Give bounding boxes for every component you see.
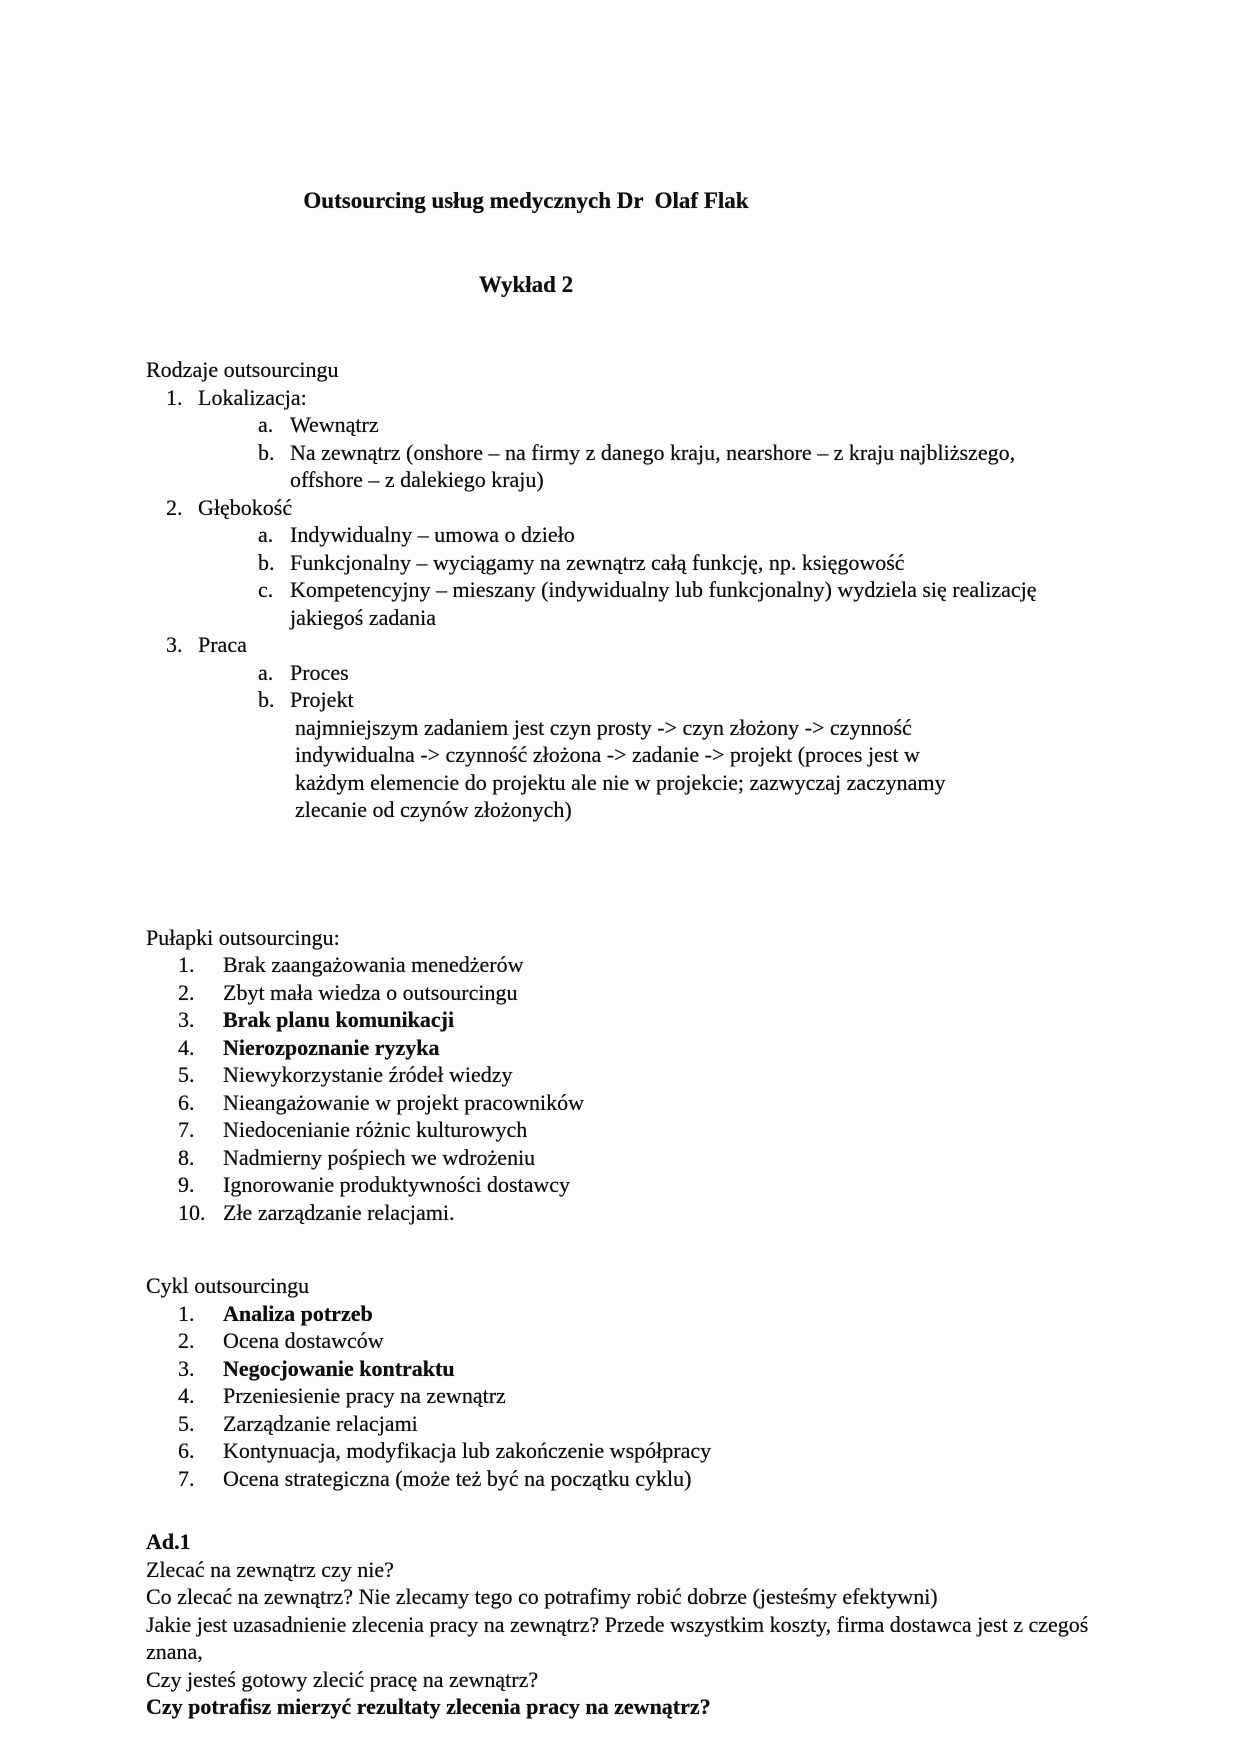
item-text: Zbyt mała wiedza o outsourcingu [223, 979, 518, 1005]
list-item [146, 1171, 1140, 1199]
item-number: 10. [178, 1199, 206, 1225]
item-text: Praca [198, 632, 247, 657]
item-number: 7. [178, 1465, 195, 1491]
item-text: Ignorowanie produktywności dostawcy [223, 1172, 571, 1197]
list-item [146, 439, 1140, 494]
item-number: b. [258, 439, 275, 465]
item-text: Indywidualny – umowa o dzieło [290, 522, 575, 547]
item-number: a. [258, 659, 274, 685]
list-item [146, 979, 1140, 1007]
item-text: Przeniesienie pracy na zewnątrz [223, 1383, 506, 1408]
document-subtitle: Wykład 2 [478, 272, 574, 297]
cykl-list [146, 1300, 1140, 1493]
item-number: 3. [178, 1007, 195, 1032]
list-item [146, 1061, 1140, 1089]
item-text: Kompetencyjny – mieszany (indywidualny lub funkcjonalny) wydziela się realizację jakiegoś zadania [290, 577, 1037, 630]
item-number: 2. [166, 494, 183, 520]
item-text: Negocjowanie kontraktu [223, 1355, 455, 1381]
item-number: 2. [178, 979, 195, 1005]
item-number: 5. [178, 1062, 195, 1087]
rodzaje-list [146, 384, 1140, 824]
list-item [146, 494, 1140, 522]
item-text: Brak zaangażowania menedżerów [223, 952, 524, 977]
list-item [146, 1089, 1140, 1117]
item-text: Lokalizacja: [198, 384, 307, 410]
item-number: 6. [178, 1089, 195, 1115]
list-item [146, 951, 1140, 979]
list-item [146, 549, 1140, 577]
list-item [146, 1300, 1140, 1328]
list-item [146, 1327, 1140, 1355]
list-item [146, 1382, 1140, 1410]
section-heading-pulapki: Pułapki outsourcingu: [146, 924, 340, 950]
ad1-paragraph [146, 1556, 1140, 1721]
item-number: 1. [166, 384, 183, 410]
item-number: a. [258, 522, 274, 547]
section-heading-cykl: Cykl outsourcingu [146, 1273, 310, 1298]
item-text: Kontynuacja, modyfikacja lub zakończenie współpracy [223, 1438, 712, 1463]
list-item [146, 411, 1140, 439]
item-text: Nierozpoznanie ryzyka [223, 1034, 440, 1060]
list-item [146, 1199, 1140, 1227]
paragraph-line: Co zlecać na zewnątrz? Nie zlecamy tego co potrafimy robić dobrze (jesteśmy efektywni) [146, 1584, 938, 1609]
item-number: 3. [178, 1355, 195, 1381]
item-number: 9. [178, 1172, 195, 1197]
paragraph-line: Czy jesteś gotowy zlecić pracę na zewnątrz? [146, 1666, 539, 1692]
item-text: Analiza potrzeb [223, 1300, 373, 1326]
item-number: 6. [178, 1438, 195, 1463]
list-item [146, 1355, 1140, 1383]
list-item [146, 1465, 1140, 1493]
section-heading-ad1: Ad.1 [146, 1529, 191, 1554]
item-text: Niewykorzystanie źródeł wiedzy [223, 1062, 513, 1087]
list-item [146, 1006, 1140, 1034]
section-rodzaje-outsourcingu [146, 356, 1140, 824]
pulapki-list [146, 951, 1140, 1226]
item-text: Nadmierny pośpiech we wdrożeniu [223, 1144, 536, 1170]
document-header [146, 131, 906, 354]
item-number: b. [258, 687, 275, 712]
item-text: Ocena dostawców [223, 1328, 384, 1353]
list-item [146, 686, 1140, 714]
item-text: Brak planu komunikacji [223, 1007, 455, 1032]
list-item [146, 1144, 1140, 1172]
list-item [146, 384, 1140, 412]
item-number: c. [258, 577, 274, 602]
document-title: Outsourcing usług medycznych Dr Olaf Flak [303, 188, 749, 213]
item-number: 2. [178, 1328, 195, 1353]
paragraph-line: Zlecać na zewnątrz czy nie? [146, 1556, 394, 1582]
section-heading-rodzaje: Rodzaje outsourcingu [146, 357, 339, 382]
list-item [146, 576, 1140, 631]
section-pulapki-outsourcingu [146, 924, 1140, 1227]
section-cykl-outsourcingu [146, 1272, 1140, 1492]
item-text: Głębokość [198, 494, 293, 520]
list-item [146, 521, 1140, 549]
item-note-paragraph: najmniejszym zadaniem jest czyn prosty -> czyn złożony -> czynność indywidualna -> czynność złożona -> zadanie -> projekt (proces jest w każdym elemencie do projektu ale nie w projekcie; zazwyczaj zaczynamy zlecanie od czynów złożonych) [295, 714, 946, 822]
list-item [146, 1034, 1140, 1062]
item-text: Na zewnątrz (onshore – na firmy z danego kraju, nearshore – z kraju najbliższego, offshore – z dalekiego kraju) [290, 439, 1016, 492]
list-item [146, 1437, 1140, 1465]
item-number: a. [258, 412, 274, 437]
item-number: 1. [178, 952, 195, 977]
item-text: Proces [290, 659, 349, 685]
item-text: Funkcjonalny – wyciągamy na zewnątrz całą funkcję, np. księgowość [290, 549, 905, 575]
item-number: 7. [178, 1117, 195, 1142]
item-text: Zarządzanie relacjami [223, 1410, 418, 1436]
item-text: Złe zarządzanie relacjami. [223, 1199, 455, 1225]
paragraph-line: Jakie jest uzasadnienie zlecenia pracy na zewnątrz? Przede wszystkim koszty, firma dostawca jest z czegoś znana, [146, 1611, 1089, 1664]
paragraph-line: Czy potrafisz mierzyć rezultaty zlecenia pracy na zewnątrz? [146, 1694, 711, 1719]
item-text: Ocena strategiczna (może też być na początku cyklu) [223, 1465, 692, 1491]
item-text: Niedocenianie różnic kulturowych [223, 1117, 528, 1142]
item-text: Nieangażowanie w projekt pracowników [223, 1089, 585, 1115]
item-number: 1. [178, 1300, 195, 1326]
item-text: Projekt [290, 687, 354, 712]
list-item [146, 1116, 1140, 1144]
item-number: 8. [178, 1144, 195, 1170]
list-item [146, 631, 1140, 659]
item-number: b. [258, 549, 275, 575]
list-item [146, 659, 1140, 687]
item-number: 3. [166, 632, 183, 657]
item-number: 4. [178, 1034, 195, 1060]
list-item [146, 1410, 1140, 1438]
item-number: 5. [178, 1410, 195, 1436]
item-number: 4. [178, 1383, 195, 1408]
section-ad1 [146, 1528, 1140, 1721]
item-text: Wewnątrz [290, 412, 379, 437]
